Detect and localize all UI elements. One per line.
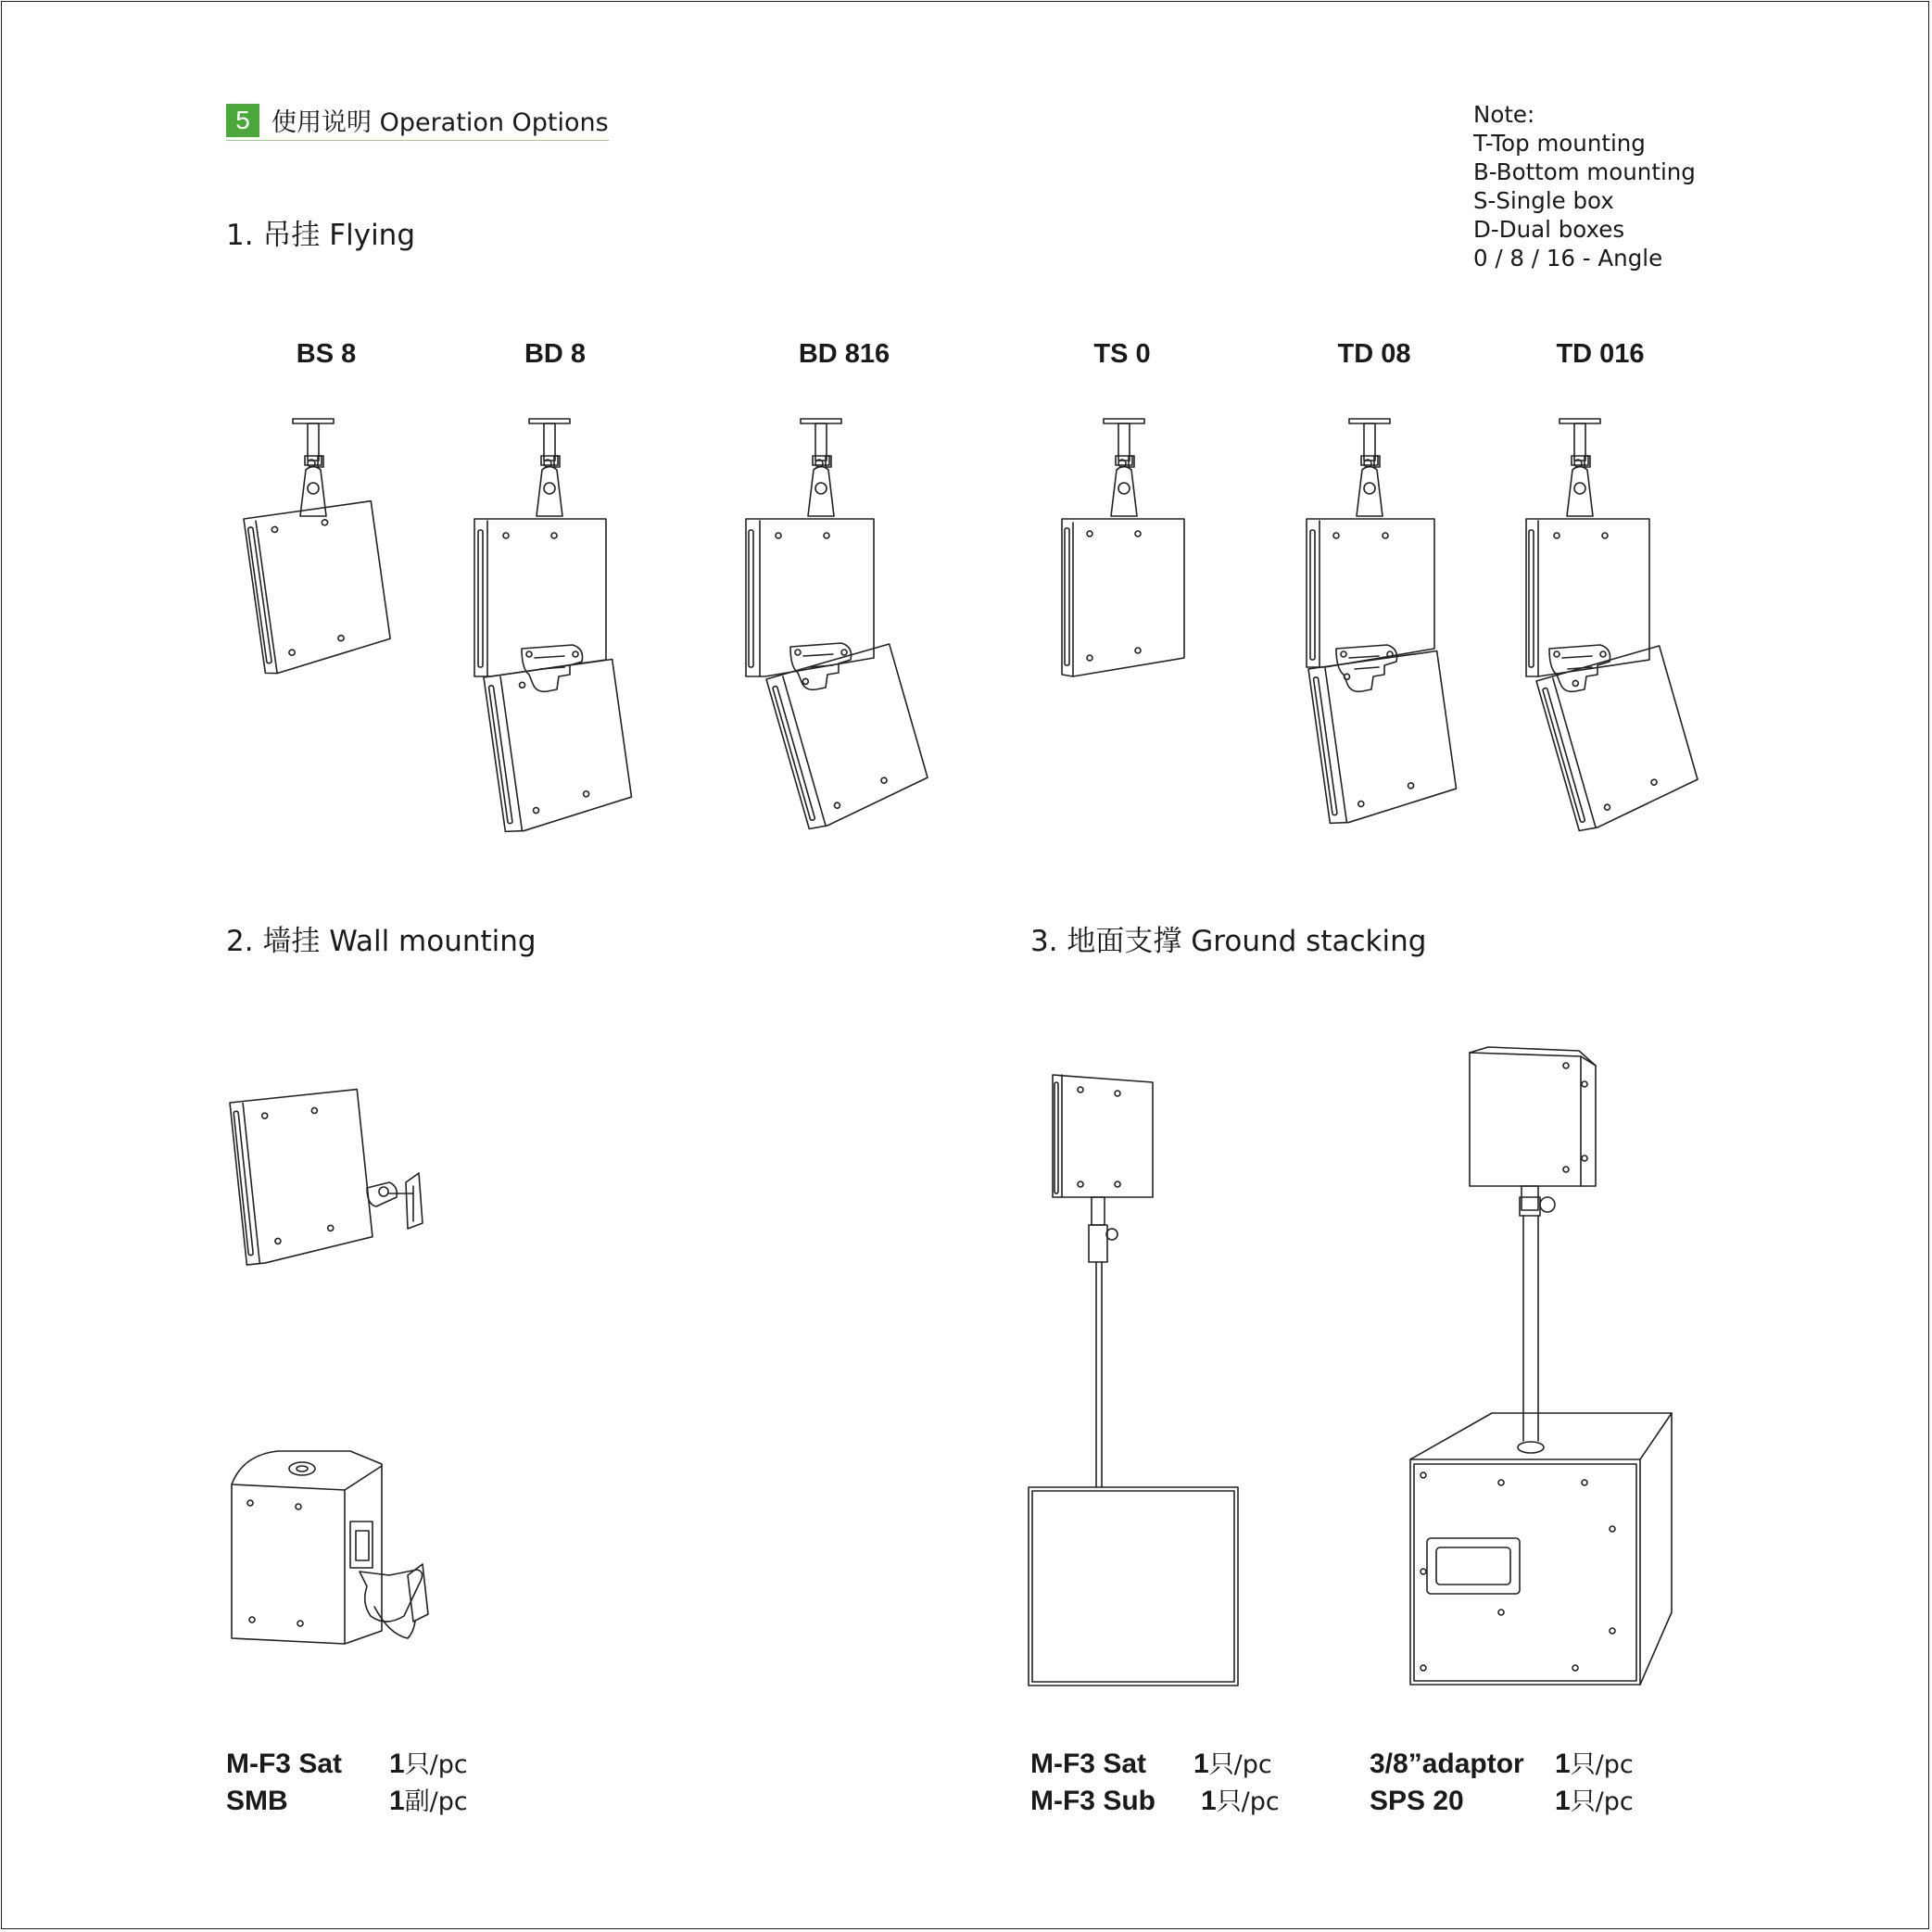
speaker-box-icon: [766, 644, 933, 830]
config-label-bd8: BD 8: [524, 339, 587, 369]
config-label-bs8: BS 8: [296, 339, 357, 369]
config-label-td016: TD 016: [1556, 339, 1645, 369]
link-bracket-icon: [1549, 645, 1610, 691]
speaker-pole-icon: [1520, 1186, 1555, 1441]
ceiling-mount-icon: [1349, 419, 1390, 516]
ground-stack-sps20-diagram: [1410, 1047, 1672, 1685]
section-number-badge: 5: [226, 104, 259, 137]
ground-stacking-heading: 3. 地面支撑 Ground stacking: [1030, 925, 1427, 958]
speaker-box-icon: [1526, 519, 1649, 676]
speaker-box-icon: [1307, 519, 1434, 667]
parts-row: M-F3 Sub 1只/pc: [1030, 1786, 1280, 1816]
config-label-td08: TD 08: [1337, 339, 1411, 369]
wall-mount-front-diagram: [230, 1090, 423, 1265]
speaker-box-icon: [1062, 519, 1184, 676]
parts-row: M-F3 Sat 1只/pc: [226, 1749, 468, 1779]
diagram-td016: [1526, 419, 1703, 832]
parts-row: SMB 1副/pc: [226, 1786, 468, 1816]
speaker-box-icon: [1308, 651, 1458, 826]
diagram-ts0: [1062, 419, 1184, 676]
section-title: 使用说明 Operation Options: [271, 108, 609, 137]
wall-bracket-icon: [367, 1173, 423, 1229]
speaker-pole-icon: [1089, 1197, 1118, 1487]
speaker-box-icon: [230, 1090, 374, 1265]
flying-heading: 1. 吊挂 Flying: [226, 219, 416, 252]
parts-row: SPS 20 1只/pc: [1370, 1786, 1634, 1816]
speaker-box-icon: [484, 660, 634, 834]
note-line: 0 / 8 / 16 - Angle: [1473, 245, 1663, 271]
speaker-box-icon: [474, 519, 606, 676]
ceiling-mount-icon: [293, 419, 334, 516]
parts-row: 3/8”adaptor 1只/pc: [1370, 1749, 1634, 1779]
speaker-box-icon: [746, 519, 874, 676]
parts-row: M-F3 Sat 1只/pc: [1030, 1749, 1272, 1779]
config-label-bd816: BD 816: [798, 339, 890, 369]
ceiling-mount-icon: [1104, 419, 1144, 516]
parts-list-ground-b: [1370, 1746, 1634, 1820]
speaker-box-icon: [1536, 646, 1703, 832]
parts-list-ground-a: [1030, 1746, 1280, 1820]
ceiling-mount-icon: [1559, 419, 1600, 516]
wall-mount-perspective-diagram: [232, 1451, 428, 1644]
config-label-ts0: TS 0: [1093, 339, 1151, 369]
note-line: T-Top mounting: [1473, 130, 1646, 157]
subwoofer-box-icon: [1410, 1413, 1672, 1685]
parts-list-wall: [226, 1746, 468, 1820]
note-line: S-Single box: [1473, 187, 1614, 214]
link-bracket-icon: [1336, 645, 1397, 691]
ceiling-mount-icon: [801, 419, 841, 516]
ceiling-mount-icon: [529, 419, 570, 516]
wall-mounting-heading: 2. 墙挂 Wall mounting: [226, 925, 537, 958]
link-bracket-icon: [790, 643, 852, 689]
diagram-bs8: [244, 419, 393, 675]
subwoofer-box-icon: [1029, 1487, 1238, 1686]
speaker-box-icon: [1470, 1047, 1596, 1186]
speaker-box-icon: [244, 501, 393, 676]
diagram-bd816: [746, 419, 933, 830]
note-line: D-Dual boxes: [1473, 216, 1625, 243]
ground-stack-sub-sat-diagram: [1029, 1075, 1238, 1686]
speaker-box-icon: [1053, 1075, 1153, 1197]
diagram-bd8: [474, 419, 634, 833]
note-title: Note:: [1473, 101, 1535, 128]
link-bracket-icon: [522, 645, 583, 691]
note-line: B-Bottom mounting: [1473, 158, 1696, 185]
diagram-td08: [1307, 419, 1458, 825]
